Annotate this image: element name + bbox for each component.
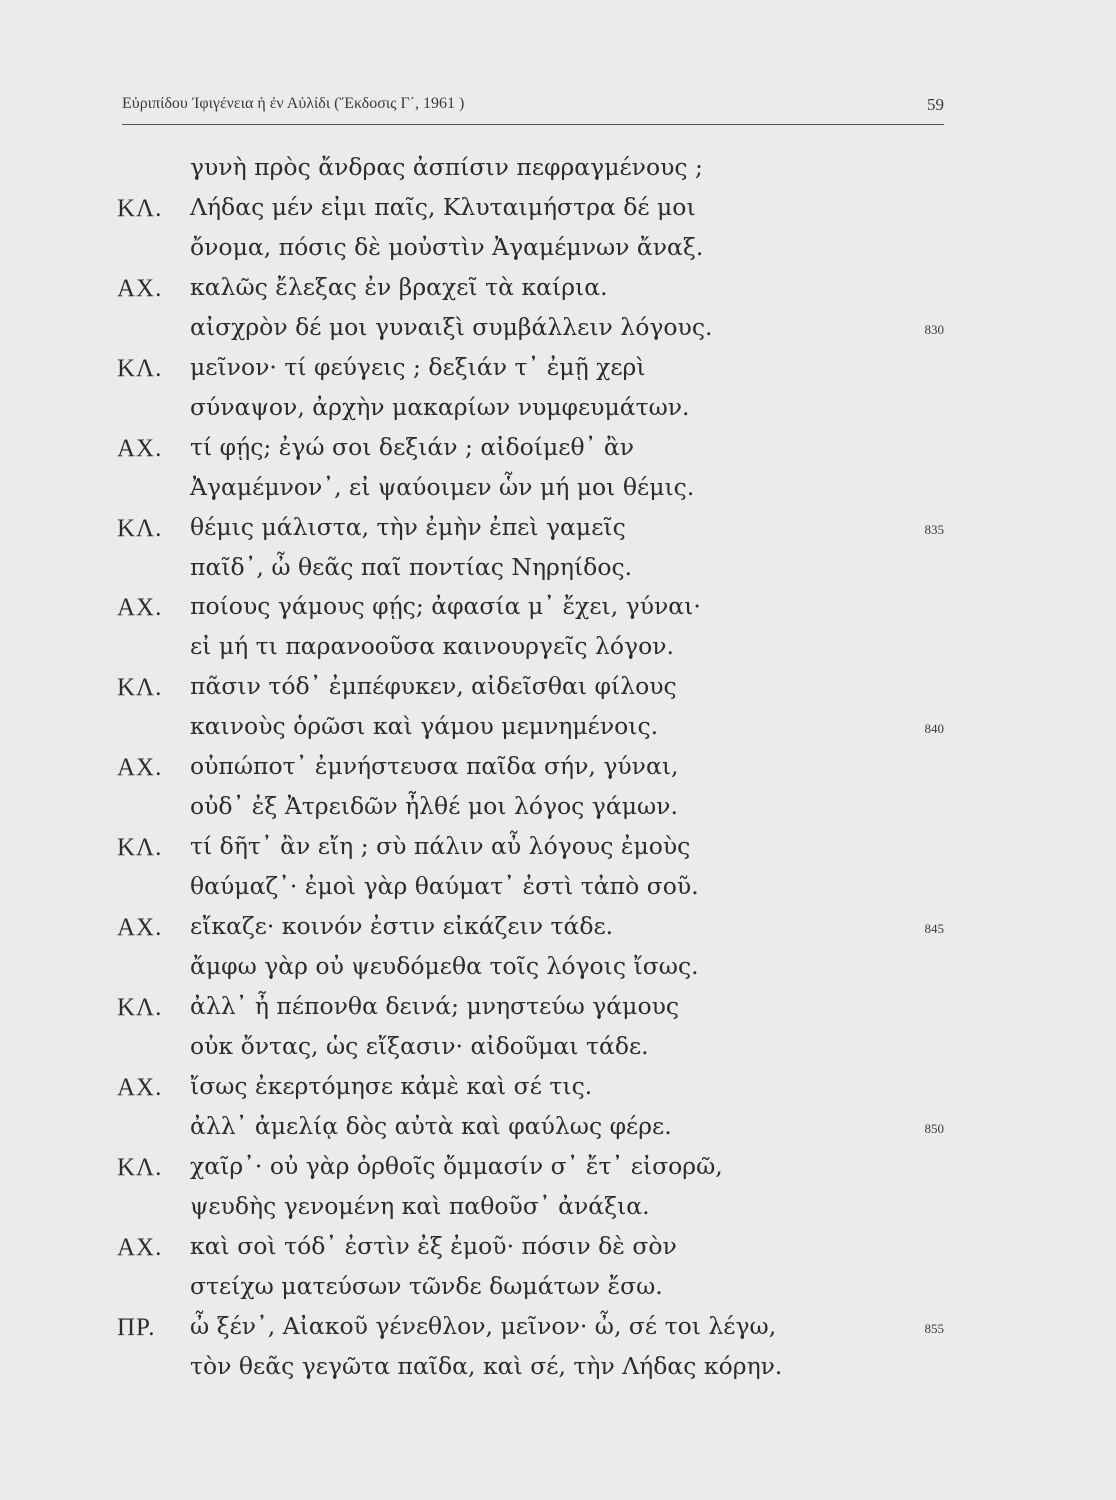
line-number: 840	[924, 721, 944, 737]
line-number: 855	[924, 1320, 944, 1336]
speaker-label: ΑΧ.	[117, 1233, 163, 1261]
verse-line	[0, 190, 1116, 230]
verse-text-line: αἰσχρὸν δέ μοι γυναιξὶ συμβάλλειν λόγους.	[190, 312, 713, 341]
line-number: 845	[924, 921, 944, 937]
verse-text-line: τὸν θεᾶς γεγῶτα παῖδα, καὶ σέ, τὴν Λήδας κόρην.	[190, 1351, 783, 1380]
verse-line	[0, 350, 1116, 390]
verse-text-line: σύναψον, ἀρχὴν μακαρίων νυμφευμάτων.	[190, 392, 690, 421]
verse-line	[0, 1349, 1116, 1389]
verse-line	[0, 749, 1116, 789]
verse-line	[0, 589, 1116, 629]
verse-line	[0, 1309, 1116, 1349]
verse-line	[0, 230, 1116, 270]
verse-text-line: ἄμφω γὰρ οὐ ψευδόμεθα τοῖς λόγοις ἴσως.	[190, 952, 699, 980]
speaker-label: ΑΧ.	[117, 274, 163, 302]
verse-text-line: τί φῄς; ἐγώ σοι δεξιάν ; αἰδοίμεθ᾽ ἂν	[190, 432, 634, 461]
running-title: Εὐριπίδου Ἰφιγένεια ἡ ἐν Αὐλίδι (Ἔκδοσις Γ΄, 1961 )	[122, 95, 465, 112]
verse-line	[0, 150, 1116, 190]
speaker-label: ΠΡ.	[117, 1313, 156, 1341]
verse-text-line: θαύμαζ᾽· ἐμοὶ γὰρ θαύματ᾽ ἐστὶ τἀπὸ σοῦ.	[190, 872, 699, 901]
speaker-label: ΑΧ.	[117, 754, 163, 782]
verse-text-line: ἀλλ᾽ ἀμελίᾳ δὸς αὐτὰ καὶ φαύλως φέρε.	[190, 1111, 672, 1140]
verse-text-line: ὦ ξέν᾽, Αἰακοῦ γένεθλον, μεῖνον· ὦ, σέ τοι λέγω,	[190, 1311, 777, 1340]
verse-text-line: μεῖνον· τί φεύγεις ; δεξιάν τ᾽ ἐμῇ χερὶ	[190, 352, 646, 381]
verse-line	[0, 909, 1116, 949]
line-number: 835	[924, 521, 944, 537]
verse-text-line: Λήδας μέν εἰμι παῖς, Κλυταιμήστρα δέ μοι	[190, 192, 696, 221]
verse-line	[0, 430, 1116, 470]
verse-line	[0, 869, 1116, 909]
line-number: 830	[924, 321, 944, 337]
verse-text-line: καινοὺς ὁρῶσι καὶ γάμου μεμνημένοις.	[190, 712, 659, 741]
verse-line	[0, 789, 1116, 829]
verse-line	[0, 709, 1116, 749]
verse-text-line: ὄνομα, πόσις δὲ μοὐστὶν Ἀγαμέμνων ἄναξ.	[190, 232, 704, 261]
verse-line	[0, 989, 1116, 1029]
verse-line	[0, 829, 1116, 869]
speaker-label: ΑΧ.	[117, 914, 163, 942]
page-number: 59	[927, 95, 944, 114]
verse-text-line: εἰ μή τι παρανοοῦσα καινουργεῖς λόγον.	[190, 632, 674, 661]
verse-line	[0, 1029, 1116, 1069]
speaker-label: ΑΧ.	[117, 594, 163, 622]
speaker-label: ΚΛ.	[117, 834, 163, 862]
verse-line	[0, 390, 1116, 430]
verse-line	[0, 270, 1116, 310]
verse-text-line: καλῶς ἔλεξας ἐν βραχεῖ τὰ καίρια.	[190, 272, 608, 301]
speaker-label: ΑΧ.	[117, 434, 163, 462]
verse-line	[0, 629, 1116, 669]
verse-text-line: ἴσως ἐκερτόμησε κἀμὲ καὶ σέ τις.	[190, 1071, 593, 1100]
verse-line	[0, 1109, 1116, 1149]
verse-text-line: καὶ σοὶ τόδ᾽ ἐστὶν ἐξ ἐμοῦ· πόσιν δὲ σὸν	[190, 1231, 677, 1260]
verse-line	[0, 550, 1116, 590]
speaker-label: ΚΛ.	[117, 674, 163, 702]
verse-text-line: ποίους γάμους φῄς; ἀφασία μ᾽ ἔχει, γύναι·	[190, 592, 701, 621]
line-number: 850	[924, 1120, 944, 1136]
verse-text-line: πᾶσιν τόδ᾽ ἐμπέφυκεν, αἰδεῖσθαι φίλους	[190, 672, 677, 701]
verse-text-line: τί δῆτ᾽ ἂν εἴη ; σὺ πάλιν αὖ λόγους ἐμοὺς	[190, 832, 691, 861]
speaker-label: ΚΛ.	[117, 194, 163, 222]
verse-text-line: γυνὴ πρὸς ἄνδρας ἀσπίσιν πεφραγμένους ;	[190, 153, 703, 181]
verse-line	[0, 1189, 1116, 1229]
verse-line	[0, 1069, 1116, 1109]
verse-text-line: Ἀγαμέμνον᾽, εἰ ψαύοιμεν ὧν μή μοι θέμις.	[190, 472, 695, 501]
verse-text-line: ἀλλ᾽ ἦ πέπονθα δεινά; μνηστεύω γάμους	[190, 991, 680, 1020]
verse-line	[0, 1229, 1116, 1269]
verse-line	[0, 669, 1116, 709]
verse-text-line: οὐκ ὄντας, ὡς εἴξασιν· αἰδοῦμαι τάδε.	[190, 1031, 649, 1060]
verse-line	[0, 510, 1116, 550]
verse-text-line: παῖδ᾽, ὦ θεᾶς παῖ ποντίας Νηρηίδος.	[190, 552, 633, 581]
verse-text-line: εἴκαζε· κοινόν ἐστιν εἰκάζειν τάδε.	[190, 912, 614, 941]
speaker-label: ΑΧ.	[117, 1073, 163, 1101]
verse-text-line: στείχω ματεύσων τῶνδε δωμάτων ἔσω.	[190, 1271, 663, 1300]
speaker-label: ΚΛ.	[117, 1153, 163, 1181]
verse-line	[0, 470, 1116, 510]
verse-line	[0, 1269, 1116, 1309]
verse-line	[0, 949, 1116, 989]
speaker-label: ΚΛ.	[117, 354, 163, 382]
verse-line	[0, 310, 1116, 350]
verse-text-line: χαῖρ᾽· οὐ γὰρ ὀρθοῖς ὄμμασίν σ᾽ ἔτ᾽ εἰσορῶ,	[190, 1151, 723, 1180]
verse-line	[0, 1149, 1116, 1189]
verse-text-line: θέμις μάλιστα, τὴν ἐμὴν ἐπεὶ γαμεῖς	[190, 512, 626, 541]
speaker-label: ΚΛ.	[117, 514, 163, 542]
verse-text-line: ψευδὴς γενομένη καὶ παθοῦσ᾽ ἀνάξια.	[190, 1191, 650, 1220]
speaker-label: ΚΛ.	[117, 993, 163, 1021]
verse-text-line: οὐδ᾽ ἐξ Ἀτρειδῶν ἦλθέ μοι λόγος γάμων.	[190, 792, 678, 821]
verse-text-line: οὐπώποτ᾽ ἐμνήστευσα παῖδα σήν, γύναι,	[190, 752, 679, 781]
